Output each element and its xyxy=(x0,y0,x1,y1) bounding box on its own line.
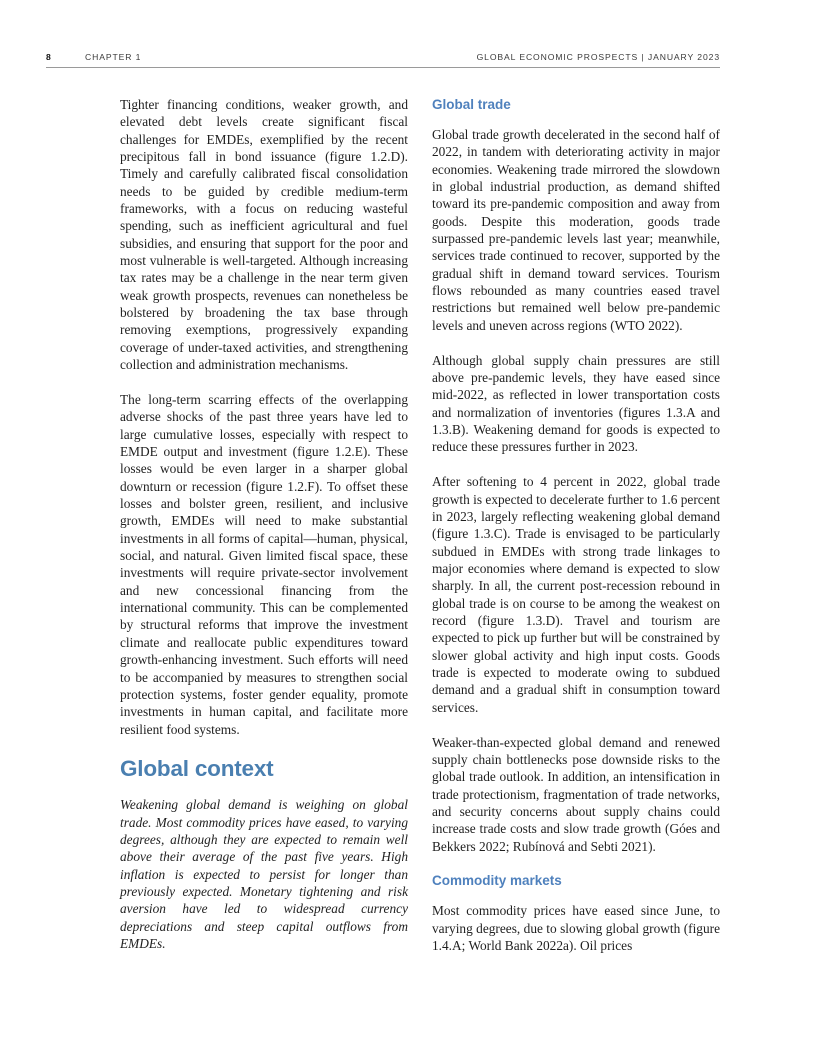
right-column xyxy=(432,96,720,972)
chapter-label: CHAPTER 1 xyxy=(85,52,142,62)
subhead-commodity-markets: Commodity markets xyxy=(432,873,562,889)
paragraph-scarring-effects: The long-term scarring effects of the overlapping adverse shocks of the past three years have led to large cumulative losses, especially with respect to EMDE output and investment (figure 1.2.E). These losses would be even larger in a sharper global downturn or recession (figure 1.2.F). To offset these losses and bolster green, resilient, and inclusive growth, EMDEs will need to make substantial investments in all forms of capital—human, physical, social, and natural. Given limited fiscal space, these investments will require private-sector involvement and new concessional financing from the international community. This can be complemented by structural reforms that improve the investment climate and reallocate public expenditures toward growth-enhancing investment. Such efforts will need to be accompanied by measures to strengthen social protection systems, foster gender equality, promote investments in human capital, and facilitate more resilient food systems. xyxy=(120,392,408,737)
running-header xyxy=(46,52,720,66)
page-number: 8 xyxy=(46,52,51,62)
left-column xyxy=(120,96,408,970)
header-rule xyxy=(46,67,720,68)
paragraph-trade-outlook: After softening to 4 percent in 2022, global trade growth is expected to decelerate further to 1.6 percent in 2023, largely reflecting weakening global demand (figure 1.3.C). Trade is envisaged to be particularly subdued in EMDEs with strong trade linkages to major economies where demand is expected to slow sharply. In all, the current post-recession rebound in global trade is on course to be among the weakest on record (figure 1.3.D). Travel and tourism are expected to pick up further but will be constrained by slower global activity and high input costs. Goods trade is expected to moderate owing to subdued demand and a gradual shift in consumption toward services. xyxy=(432,474,720,715)
section-title-global-context: Global context xyxy=(120,756,274,782)
paragraph-fiscal-challenges: Tighter financing conditions, weaker growth, and elevated debt levels create significant fiscal challenges for EMDEs, exemplified by the recent precipitous fall in bond issuance (figure 1.2.D). Timely and carefully calibrated fiscal consolidation needs to be guided by credible medium-term frameworks, with a focus on reducing wasteful spending, such as inefficient agricultural and fuel subsidies, and ensuring that support for the poor and most vulnerable is well-targeted. Although increasing tax rates may be a challenge in the near term given weak growth prospects, revenues can nonetheless be bolstered by broadening the tax base through removing exemptions, progressively expanding coverage of under-taxed activities, and strengthening collection and administration mechanisms. xyxy=(120,97,408,373)
paragraph-trade-growth: Global trade growth decelerated in the second half of 2022, in tandem with deteriorating activity in major economies. Weakening trade mirrored the slowdown in global industrial production, as demand shifted toward its pre-pandemic composition and away from goods. Despite this moderation, goods trade surpassed pre-pandemic levels last year; meanwhile, services trade continued to recover, supported by the gradual shift in demand toward services. Tourism flows rebounded as many countries eased travel restrictions but remained well below pre-pandemic levels and uneven across regions (WTO 2022). xyxy=(432,127,720,333)
subhead-global-trade: Global trade xyxy=(432,97,511,112)
section-summary: Weakening global demand is weighing on global trade. Most commodity prices have eased, to varying degrees, although they are expected to remain well above their average of the past five years. High inflation is expected to persist for longer than previously expected. Monetary tightening and risk aversion have led to widespread currency depreciations and steep capital outflows from EMDEs. xyxy=(120,797,408,952)
paragraph-downside-risks: Weaker-than-expected global demand and renewed supply chain bottlenecks pose downside risks to the global trade outlook. In addition, an intensification in trade protectionism, fragmentation of trade networks, and security concerns about supply chains could increase trade costs and slow trade growth (Góes and Bekkers 2022; Rubínová and Sebti 2021). xyxy=(432,734,720,854)
paragraph-commodity-prices: Most commodity prices have eased since June, to varying degrees, due to slowing global growth (figure 1.4.A; World Bank 2022a). Oil prices xyxy=(432,903,720,954)
paragraph-supply-chain: Although global supply chain pressures are still above pre-pandemic levels, they have eased since mid-2022, as reflected in lower transportation costs and normalization of inventories (figures 1.3.A and 1.3.B). Weakening demand for goods is expected to reduce these pressures further in 2023. xyxy=(432,352,720,455)
publication-title: GLOBAL ECONOMIC PROSPECTS | JANUARY 2023 xyxy=(476,52,720,62)
